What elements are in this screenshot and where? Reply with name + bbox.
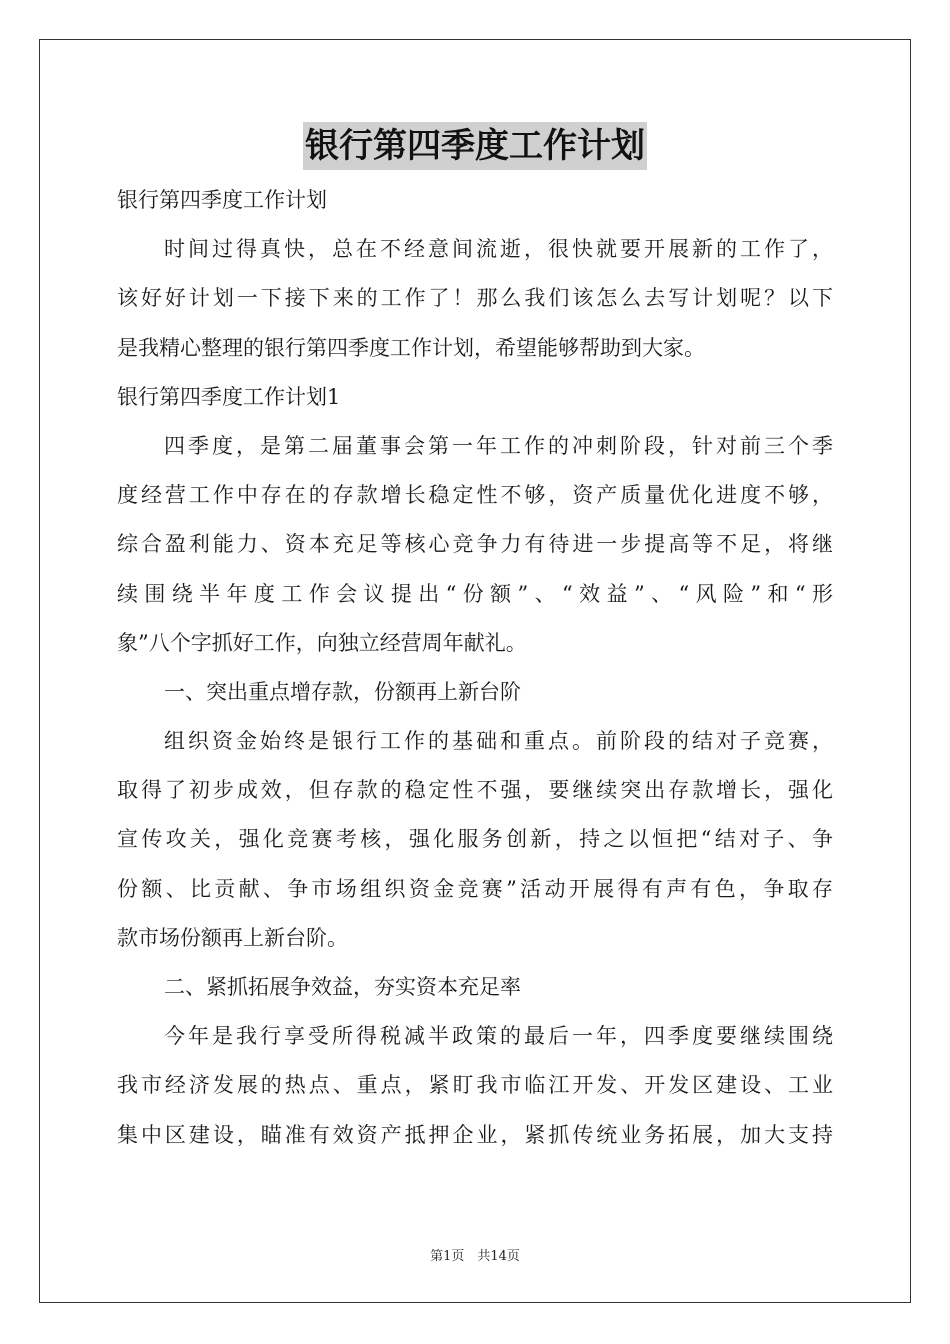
document-title: 银行第四季度工作计划 bbox=[303, 122, 647, 170]
paragraph-line: 份额、比贡献、争市场组织资金竞赛”活动开展得有声有色，争取存 bbox=[117, 876, 833, 901]
paragraph-line: 四季度，是第二届董事会第一年工作的冲刺阶段，针对前三个季 bbox=[164, 433, 833, 458]
paragraph-line: 组织资金始终是银行工作的基础和重点。前阶段的结对子竞赛， bbox=[164, 729, 833, 754]
paragraph-line: 宣传攻关，强化竞赛考核，强化服务创新，持之以恒把“结对子、争 bbox=[117, 827, 833, 852]
page-footer: 第1页 共14页 bbox=[430, 1249, 520, 1264]
paragraph-line: 取得了初步成效，但存款的稳定性不强，要继续突出存款增长，强化 bbox=[117, 778, 833, 803]
paragraph-line: 我市经济发展的热点、重点，紧盯我市临江开发、开发区建设、工业 bbox=[117, 1073, 833, 1098]
subtitle-line: 银行第四季度工作计划 bbox=[117, 188, 327, 212]
paragraph-line: 款市场份额再上新台阶。 bbox=[117, 925, 348, 950]
paragraph-line: 续围绕半年度工作会议提出“份额”、“效益”、“风险”和“形 bbox=[117, 581, 833, 606]
subsection-heading: 一、突出重点增存款，份额再上新台阶 bbox=[164, 679, 521, 704]
document-body bbox=[117, 176, 833, 1160]
paragraph-line: 是我精心整理的银行第四季度工作计划，希望能够帮助到大家。 bbox=[117, 335, 705, 360]
paragraph-line: 象”八个字抓好工作，向独立经营周年献礼。 bbox=[117, 630, 527, 655]
paragraph-line: 时间过得真快，总在不经意间流逝，很快就要开展新的工作了， bbox=[164, 237, 833, 262]
paragraph-line: 今年是我行享受所得税减半政策的最后一年，四季度要继续围绕 bbox=[164, 1024, 833, 1049]
paragraph-line: 该好好计划一下接下来的工作了！那么我们该怎么去写计划呢？以下 bbox=[117, 286, 833, 311]
paragraph-line: 度经营工作中存在的存款增长稳定性不够，资产质量优化进度不够， bbox=[117, 483, 833, 508]
title-area bbox=[0, 122, 950, 170]
section-heading: 银行第四季度工作计划1 bbox=[117, 384, 341, 409]
subsection-heading: 二、紧抓拓展争效益，夯实资本充足率 bbox=[164, 975, 521, 999]
paragraph-line: 集中区建设，瞄准有效资产抵押企业，紧抓传统业务拓展，加大支持 bbox=[117, 1122, 833, 1147]
paragraph-line: 综合盈利能力、资本充足等核心竞争力有待进一步提高等不足，将继 bbox=[117, 532, 833, 557]
